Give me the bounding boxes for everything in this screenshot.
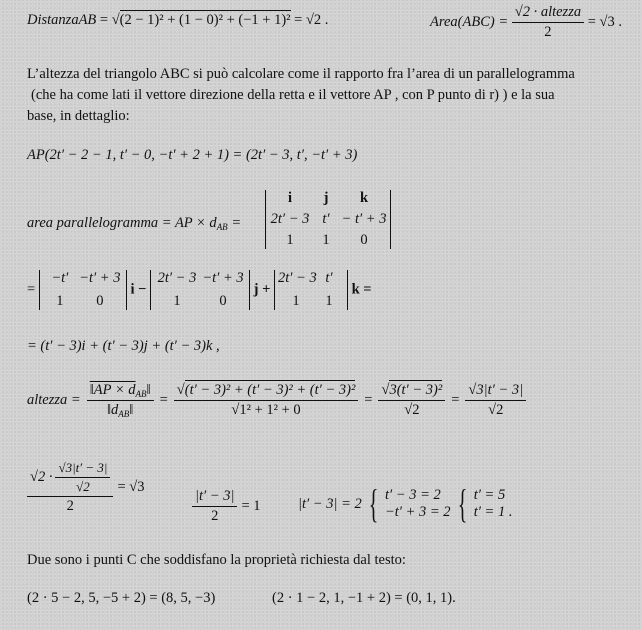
altezza-f3-num: 3(t′ − 3)² (389, 382, 443, 398)
d1-b: −t′ + 3 (79, 270, 121, 286)
eq-c-lhs: |t′ − 3| = 2 (298, 495, 362, 512)
eq-a-den: 2 (66, 498, 74, 514)
left-brace-icon: { (368, 481, 379, 526)
area-parallelogram-sub: AB (216, 222, 228, 232)
determinant-3x3 (265, 190, 391, 249)
eq-b-den: 2 (211, 508, 219, 524)
eq-a-inner-num: √3|t′ − 3| (55, 460, 110, 478)
det-r2c2: t′ (322, 211, 330, 227)
d1-a: −t′ (51, 270, 69, 286)
altezza-f1-num: ‖AP × d (89, 382, 136, 398)
d1-d: 0 (96, 293, 104, 309)
unit-i: i − (130, 281, 147, 298)
altezza-label: altezza = (27, 392, 81, 408)
det-i: i (287, 190, 293, 206)
area-parallelogram-label: area parallelogramma = AP × $d_{AB}$ = (27, 215, 242, 232)
eq-a-rhs: = √3 (117, 479, 145, 495)
equation-b (192, 488, 261, 525)
altezza-f3-den: √2 (404, 402, 420, 418)
d1-c: 1 (56, 293, 64, 309)
expansion-eq: = (27, 281, 36, 298)
paragraph-line-1: L’altezza del triangolo ABC si può calcolare come il rapporto fra l’area di un parallelogramma (27, 66, 575, 82)
altezza-f1-den-sub: AB (118, 409, 130, 419)
d2-d: 0 (219, 293, 227, 309)
unit-k: k = (351, 281, 372, 298)
point-2: (2 · 1 − 2, 1, −1 + 2) = (0, 1, 1). (272, 590, 456, 606)
det-r3c2: 1 (322, 232, 330, 248)
distance-label: DistanzaAB (27, 12, 97, 28)
altezza-f2-num: (t′ − 3)² + (t′ − 3)² + (t′ − 3)² (184, 382, 356, 398)
d2-c: 1 (173, 293, 181, 309)
distance-formula: DistanzaAB = √(2 − 1)² + (1 − 0)² + (−1 + 1)² = √2 . (27, 12, 329, 28)
area-numerator: √2 · altezza (512, 4, 584, 23)
altezza-f1-num-sub: AB (135, 389, 147, 399)
area-parallelogram-text: area parallelogramma = AP × d (27, 215, 217, 231)
d2-a: 2t′ − 3 (157, 270, 197, 286)
det-k: k (359, 190, 369, 206)
det-r3c1: 1 (286, 232, 294, 248)
d3-b: t′ (325, 270, 333, 286)
ap-vector-line: AP(2t′ − 2 − 1, t′ − 0, −t′ + 2 + 1) = (2t′ − 3, t′, −t′ + 3) (27, 147, 358, 163)
altezza-f4-den: √2 (488, 402, 504, 418)
cross-product-result: = (t′ − 3)i + (t′ − 3)j + (t′ − 3)k , (27, 338, 220, 354)
eq-a-inner-den: √2 (76, 479, 90, 494)
equation-a (27, 460, 145, 515)
d3-c: 1 (292, 293, 300, 309)
distance-result: √2 . (305, 12, 329, 28)
equation-c (298, 481, 513, 526)
altezza-f4-num: √3|t′ − 3| (465, 382, 526, 401)
d3-a: 2t′ − 3 (277, 270, 317, 286)
area-result: = √3 . (587, 13, 622, 30)
altezza-f2-den: 1² + 1² + 0 (239, 402, 301, 418)
left-brace-icon-2: { (457, 481, 467, 526)
eq-c-top: t′ − 3 = 2 (384, 487, 441, 503)
det-r2c1: 2t′ − 3 (270, 211, 310, 227)
expansion-line (27, 270, 372, 310)
paragraph-line-2: (che ha come lati il vettore direzione della retta e il vettore AP , con P punto di r) ) e la sua (31, 87, 555, 103)
conclusion-text: Due sono i punti C che soddisfano la proprietà richiesta dal testo: (27, 552, 406, 568)
area-label: Area(ABC) = (430, 13, 509, 30)
unit-j: j + (253, 281, 271, 298)
eq-c-bot-r: t′ = 1 . (473, 504, 513, 520)
det-r2c3: − t′ + 3 (341, 211, 387, 227)
distance-radicand: (2 − 1)² + (1 − 0)² + (−1 + 1)² (119, 12, 291, 28)
altezza-f1-den: ‖d (106, 402, 119, 418)
paragraph-line-3: base, in dettaglio: (27, 108, 130, 124)
d3-d: 1 (325, 293, 333, 309)
det-r3c3: 0 (360, 232, 368, 248)
area-denominator: 2 (544, 24, 552, 40)
eq-b-num: |t′ − 3| (192, 488, 237, 507)
eq-a-num-top: √2 · (30, 469, 53, 485)
eq-c-top-r: t′ = 5 (473, 487, 506, 503)
area-formula (430, 4, 622, 41)
point-1: (2 · 5 − 2, 5, −5 + 2) = (8, 5, −3) (27, 590, 216, 606)
d2-b: −t′ + 3 (202, 270, 244, 286)
altezza-formula: altezza = $\frac{‖AP \times d_{AB}‖}{‖d_{AB}‖}$ = $\frac{\text{√(t′ − 3)² + (t′ − 3)² + (t′ − 3)²}}{\text{√1² + 1² + 0}}$ = $\frac{\text{√3(t′ − 3)²}}{√2}$ = $\frac{√3|t' - 3|}{√2}$ (27, 382, 526, 419)
eq-c-bot: −t′ + 3 = 2 (384, 504, 451, 520)
eq-b-rhs: = 1 (241, 498, 261, 514)
det-j: j (323, 190, 329, 206)
